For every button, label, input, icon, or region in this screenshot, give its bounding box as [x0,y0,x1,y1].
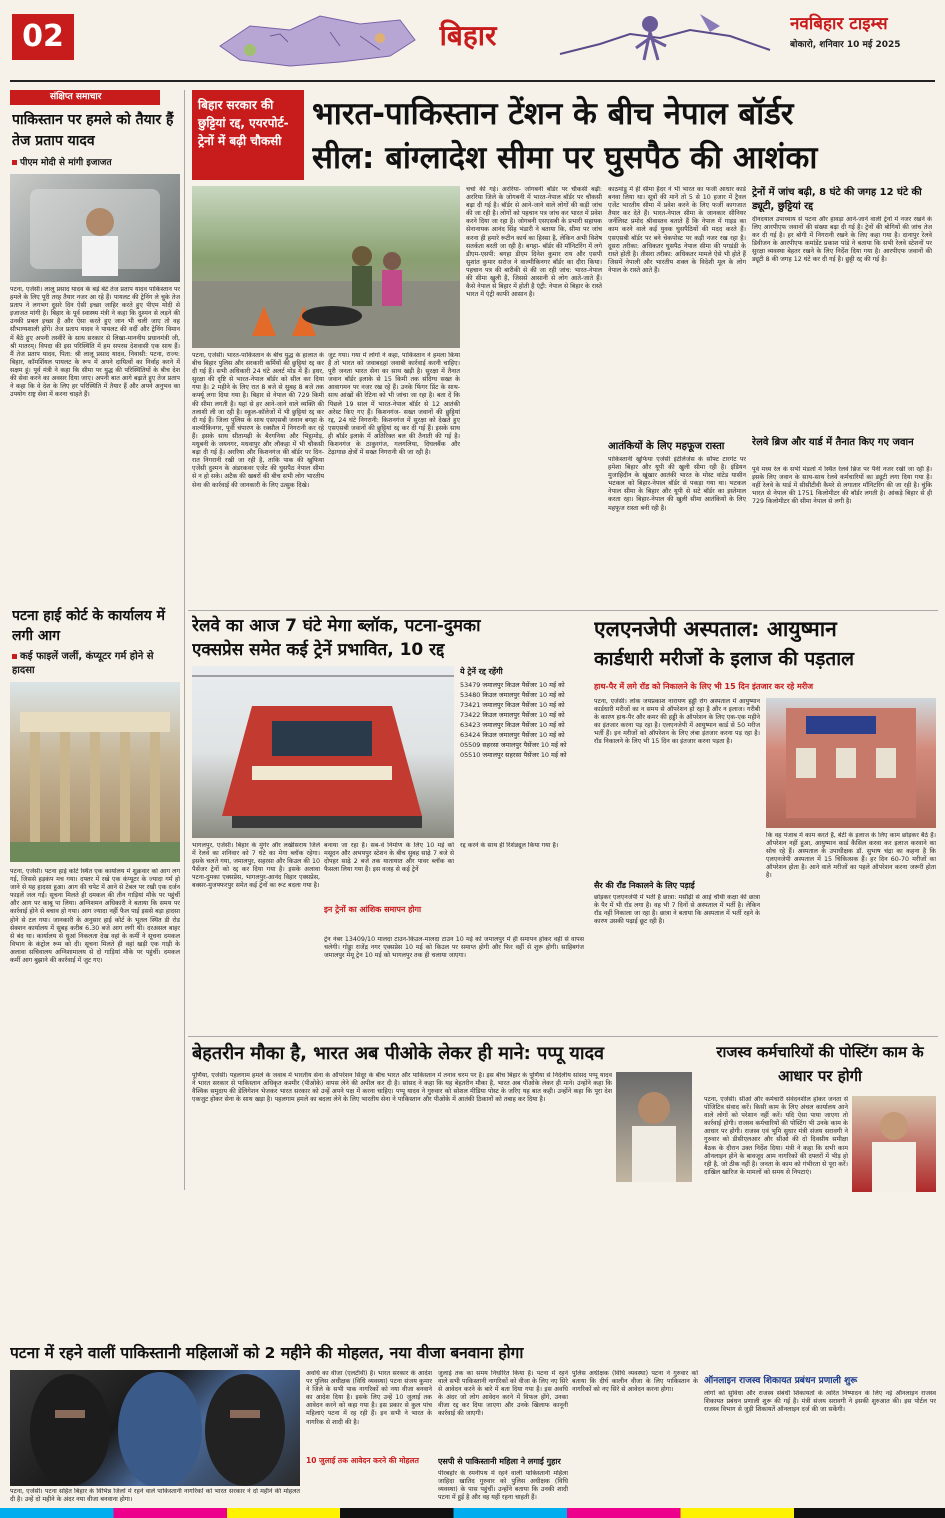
dateline: बोकारो, शनिवार 10 मई 2025 [790,40,901,50]
brief-body: पटना, एजेंसी। लालू प्रसाद यादव के बड़े बेटे तेज प्रताप यादव पाकिस्तान पर हमले के लिए पूरी तरह तैयार नजर आ रहे हैं। पायलट की ट्रेनिंग ले चुके तेज प्रताप ने लगभग दूसरे दिन ऐसी इच्छा जाहिर करते हुए पीएम मोदी से इजाजत मांगी है। बिहार के पूर्व स्वास्थ्य मंत्री ने कहा कि दुश्मन से लड़ने की उनकी प्रबल इच्छा है और ऐसा करते हुए जान भी चली जाए तो वह सौभाग्यशाली होंगे। तेज प्रताप यादव ने पायलट की वर्दी और ट्रेनिंग विमान में बैठे हुए अपनी तस्वीरें के साथ सरकार से लिखा-माननीय प्रधानमंत्री जी, श्री मातरम्। विपदा की इस परिस्थिति में हम सपरस देशवासी एक साथ हैं। मैं तेज प्रताप यादव, पिता: श्री लालू प्रसाद यादव, निवासी: पटना, राज्य: बिहार, कॉमर्शियल पायलट के रूप में अपने दायित्वों का निर्वाह करने में सक्षम हूं। पूर्व मंत्री ने कहा कि सीमा पर युद्ध की परिस्थितियों के बीच देश की सेवा करने का अवसर दिया जाए। अपनी बात आगे बढ़ाते हुए तेज प्रताप ने कहा कि वे देश के लिए हर परिस्थिति में तैयार हैं और अपने अनुभव का उपयोग राष्ट्र सेवा में करना चाहते हैं। [10,286,180,399]
mid-rule [188,1036,938,1037]
lead-box-title: आतंकियों के लिए महफूज रास्ता [608,441,725,452]
rail-list-title: ये ट्रेनें रद्द रहेंगी [460,667,503,676]
brief-subhead-text: पीएम मोदी से मांगी इजाजत [20,158,112,168]
list-item: 63423 जमालपुर किउल पैसेंजर 10 मई को [460,721,565,729]
pak-women-col2: जुलाई तक का समय निर्धारित किया है। पटना में रहने वाले सभी पाकिस्तानी नागरिकों को वीजा के लिए नए सिरे से आवेदन करने के बारे में बता दिया गया है। इस अवधि के अंदर जो लोग आवेदन करने में विफल होंगे, उनका वीजा रद्द कर दिया जाएगा और उनके खिलाफ कानूनी कार्रवाई की जाएगी। [438,1370,568,1418]
rail-headline-line1: रेलवे का आज 7 घंटे मेगा ब्लॉक, पटना-दुमका [192,616,481,636]
brief-subhead [12,156,178,170]
rail-col1: भागलपुर, एजेंसी। बिहार के मुंगेर और लखीसराय जिले में रेलवे का शनिवार को 7 घंटे का मेगा ब्लॉक रहेगा। इसके चलते गया, जमालपुर, सहरसा और किउल की 10 पैसेंजर ट्रेनों को रद्द कर दिया गया है। इसके अलावा पटना-दुमका एक्सप्रेस, भागलपुर-आनंद विहार एक्सप्रेस, बक्सर-मुजफ्फरपुर समेत कई ट्रेनों का रूट बदला गया है। [192,842,320,890]
list-item: 05510 जमालपुर सहरसा पैसेंजर 10 मई को [460,751,567,759]
lead-side-title: ट्रेनों में जांच बढ़ी, 8 घंटे की जगह 12 घंटे की ड्यूटी, छुट्टियां रद्द [752,187,922,212]
revenue-body2: लोगों को सुविधा और राजस्व संबंधी शिकायतों के त्वरित निष्पादन के लिए नई ऑनलाइन राजस्व शिकायत प्रबंधन प्रणाली शुरू की गई है। मंत्री संजय सरावगी ने इसकी शुरुआत की। इस पोर्टल पर राजस्व विभाग से जुड़ी शिकायतें ऑनलाइन दर्ज की जा सकेंगी। [704,1390,936,1414]
list-item: 05509 सहरसा जमालपुर पैसेंजर 10 मई को [460,741,567,749]
lead-side-body2: पूर्व मध्य रेल के सभी मंडलों में स्थित रेलवे ब्रिज पर पैनी नजर रखी जा रही है। इसके लिए जवान के साथ-साथ रेलवे कर्मचारियों का ड्यूटी लगा दिया गया है। वहीं रेलवे के यार्ड में सीसीटीवी कैमरे से लगातार मॉनिटरिंग की जा रही है। चुंकि भारत से नेपाल की 1751 किलोमीटर की बॉर्डर लगती है। आंकड़े बिहार से ही 729 किलोमीटर की सीमा नेपाल से लगी है। [752,466,932,506]
rail-box-title: इन ट्रेनों का आंशिक समापन होगा [324,905,422,914]
lead-headline-line1: भारत-पाकिस्तान टेंशन के बीच नेपाल बॉर्डर [312,96,794,132]
lnjp-headline-line1: एलएनजेपी अस्पताल: आयुष्मान [594,617,837,641]
section-title: बिहार [439,19,497,52]
lnjp-box-body: छोड़कर एलएनजेपी में भर्ती है छात्रा: मसौढ़ी से आई चौथी कक्षा की छात्रा के पैर में भी रॉड लगा है। वह भी 7 दिनों से अस्पताल में भर्ती है। लेकिन रॉड नहीं निकाला जा रहा है। छात्रा ने बताया कि अस्पताल में भर्ती रहने के कारण उसकी पढ़ाई छूट रही है। [594,894,760,926]
left-column-rule [184,90,185,1190]
pak-women-photo [10,1370,300,1486]
lead-col4: काठमांडू में ही सीमा हैदर ने भी भारत का फर्जी आधार कार्ड बनवा लिया था। सूत्रों की मानें तो 5 से 10 हजार में ट्रैवल एजेंट भारतीय सीमा में प्रवेश करने के लिए फर्जी कागजात तैयार कर देते हैं। भारत-नेपाल सीमा के जानकार सीनियर जर्नलिस्ट प्रमोद श्रीवास्तव बताते हैं कि नेपाल में गाइड का काम करने वाले कई युवक घुसपैठियों की मदद करते हैं। एसएसबी बॉर्डर पर बने चेकपोस्ट पर कड़ी नजर रख रहा है। दूसरा तरीका: अधिकतर घुसपैठ नेपाल सीमा की पगडंडी के रास्ते होती है। तीसरा तरीका: अधिकतर मामले ऐसे भी होते हैं जिसमें नेपाली और भारतीय शक्ल के विदेशी मूल के लोग नेपाल के रास्ते आते हैं। [608,186,746,274]
rail-headline-line2: एक्सप्रेस समेत कई ट्रेनें प्रभावित, 10 रद्द [192,640,445,660]
brief-photo [10,174,180,282]
lnjp-col1: पटना, एजेंसी। लोक जयप्रकाश नारायण हड्डी रोग अस्पताल में आयुष्मान कार्डधारी मरीजों का न समय से ऑपरेशन हो रहा है और न इलाज। गरीबी के कारण हाथ-पैर और कमर की हड्डी के ऑपरेशन के लिए एक-एक महीने का इंतजार करना पड़ रहा है। एलएनजेपी में आयुष्मान कार्ड से 50 मरीज भर्ती हैं। इन मरीजों को ऑपरेशन के लिए लंबा इंतजार करना पड़ रहा है। रॉड निकालने के लिए भी 15 दिन का इंतजार करना पड़ता है। [594,698,760,746]
hc-subhead-text: कई फाइलें जलीं, कंप्यूटर गर्म होने से हादसा [12,651,154,676]
revenue-subhead: ऑनलाइन राजस्व शिकायत प्रबंधन प्रणाली शुरू [704,1376,858,1386]
lead-section [188,88,938,608]
hc-photo [10,682,180,862]
pak-women-caption: पटना, एजेंसी। पटना सहित बिहार के विभिन्न जिलों में रहने वाले पाकिस्तानी नागरिकों को भारत सरकार ने दो महीने की मोहलत दी है। उन्हें दो महीने के अंदर नया वीजा बनवाना होगा। [10,1488,300,1504]
lnjp-col2: कि वह पंजाब में काम करते हैं, बेटी के इलाज के लिए काम छोड़कर बैठे हैं। ऑपरेशन नहीं हुआ, आयुष्मान कार्ड कैसिल करवा कर इलाज करवाने का सोच रहे हैं। अस्पताल के उपाधीक्षक डॉ. सुभाष चंद्रा का कहना है कि एलएनजेपी अस्पताल में 15 चिकित्सक हैं। हर दिन 60-70 मरीजों का ऑपरेशन होता है। आने वाले मरीजों का पहले ऑपरेशन करना जरूरी होता है। [766,832,936,880]
rail-section [188,614,584,934]
pak-women-box-body: पुलिस अधीक्षक (विधि व्यवस्था) पटना ने गुरुवार को बताया कि दीर्घ कालीन वीजा के लिए पाकिस्तान के नागरिकों को नए सिरे से आवेदन करना होगा। [572,1370,698,1394]
list-item: 73421 जमालपुर किउल पैसेंजर 10 मई को [460,701,565,709]
revenue-photo [852,1096,936,1192]
pak-women-headline: पटना में रहने वालीं पाकिस्तानी महिलाओं को 2 महीने की मोहलत, नया वीजा बनवाना होगा [10,1344,524,1362]
lnjp-subhead: हाथ-पैर में लगे रॉड को निकालने के लिए भी 15 दिन इंतजार कर रहे मरीज [594,682,814,691]
rail-photo [192,666,454,838]
pappu-headline: बेहतरीन मौका है, भारत अब पीओके लेकर ही माने: पप्पू यादव [192,1043,605,1064]
list-item: 63424 किउल जमालपुर पैसेंजर 10 मई को [460,731,565,739]
rail-box-body: ट्रेन नंबर 13409/10 मालदा टाउन-किउल-मालदा टाउन 10 मई को जमालपुर में ही समापन होकर वहीं से वापस चलेगी। गोड्डा राजेंद्र नगर एक्सप्रेस 10 मई को किउल पर समाप्त होगी और फिर वहीं से शुरू होगी। साहिबगंज जमालपुर मेमू ट्रेन 10 मई को भागलपुर तक ही चलाया जाएगा। [324,936,584,960]
lnjp-photo [766,698,936,828]
list-item: 53479 जमालपुर किउल पैसेंजर 10 मई को [460,681,565,689]
pak-women-box-title2: एसपी से पाकिस्तानी महिला ने लगाई गुहार [438,1457,561,1466]
color-registration-strip [0,1508,945,1518]
page-header [0,0,945,82]
pappu-body: पूर्णिया, एजेंसी। पहलगाम हमले के जवाब में भारतीय सेना के ऑपरेशन सिंदूर के बीच भारत और पाकिस्तान में तनाव चरम पर है। इस बीच बिहार के पूर्णिया से निर्दलीय सांसद पप्पू यादव ने भारत सरकार से पाकिस्तान अधिकृत कश्मीर (पीओके) वापस लेने की अपील कर दी है। सांसद ने कहा कि यह बेहतरीन मौका है, भारत अब पीओके लेकर ही माने। उन्होंने कहा कि वैश्विक समुदाय की डेलिगेशन भेजकर भारत सरकार को उन्हें अपने पक्ष में करना चाहिए। पप्पू यादव ने गुरुवार को सोशल मीडिया पोस्ट के जरिए यह बात कही। उन्होंने कहा कि पूरा देश एकजुट होकर सेना के साथ खड़ा है। पहलगाम हमले का बदला लेने के लिए भारतीय सेना ने पाकिस्तान और पीओके में आतंकी ठिकानों को तबाह कर दिया है। [192,1072,612,1104]
lead-box-body: पाकिस्तानी खुफिया एजेंसी इंटेलिजेंस के सॉफ्ट टारगेट पर हमेशा बिहार और यूपी की खुली सीमा रही है। इंडियन मुजाहिदीन के खूंखार आतंकी भारत के मोस्ट वांटेड यासीन भटकल को बिहार-नेपाल बॉर्डर से पकड़ा गया था। भटकल नेपाल सीमा के बिहार और यूपी से सटे बॉर्डर का इस्तेमाल करता रहा। बिहार-नेपाल की खुली सीमा आतंकियों के लिए महफूज रास्ता बनी रही है। [608,456,746,512]
revenue-headline: राजस्व कर्मचारियों की पोस्टिंग काम के आधार पर होगी [716,1043,924,1085]
revenue-body-cont [704,1230,936,1232]
list-item: 53480 किउल जमालपुर पैसेंजर 10 मई को [460,691,565,699]
pak-women-box-body2: पीरबहोर के रमनीपथ में रहने वाली पाकिस्तानी महिला जाहिदा खातिद गुरुवार को पुलिस अधीक्षक (विधि व्यवस्था) के पास पहुंचीं। उन्होंने बताया कि उनकी शादी पटना में हुई है और वह यहीं रहना चाहती हैं। [438,1470,568,1502]
hc-body: पटना, एजेंसी। पटना हाई कोर्ट स्थित एक कार्यालय में शुक्रवार को आग लग गई, जिससे हड़कंप मच गया। दफ्तर में रखे एक कंप्यूटर के ज्यादा गर्म हो जाने से यह हादसा हुआ। आग की चपेट में आने से टेबल पर रखी एक दर्जन फाइलें जल गईं। सूचना मिलते ही दमकल की तीन गाड़ियां मौके पर पहुंचीं और आग पर काबू पा लिया। अग्निशमन अधिकारी ने बताया कि समय पर कार्रवाई होने से बचाव हो गया। आग ज्यादा नहीं फैल पाई इससे बड़ा हादसा होने से टल गया। जानकारी के अनुसार हाई कोर्ट के भूतल स्थित डी रोड सेक्शन कार्यालय में सुबह करीब 6.30 बजे आग लगी थी। दरअसल बाहर से बंद था। कार्यालय से धुआं निकलता देख वहां के कर्मी ने सूचना दमकल विभाग के कंट्रोल रूम को दी। सूचना मिलते ही वहां खड़ी एक गाड़ी के अलावा सचिवालय अग्निशामालय से दो गाड़ियां मौके पर पहुंचीं। दमकल कर्मी आग बुझाने की कार्रवाई में जुट गए। [10,868,180,965]
brief-label: संक्षिप्त समाचार [10,90,160,105]
brand-name: नवबिहार टाइम्स [790,14,888,34]
rail-col3: रद्द करने के साथ ही रिशेड्यूल किया गया है। [460,842,559,849]
brief-headline: पाकिस्तान पर हमले को तैयार हैं तेज प्रताप यादव [12,112,174,149]
revenue-body: पटना, एजेंसी। सीओ और कर्मचारी संवेदनशील होकर जनता से पोजिटिव संवाद करें। किसी काम के लिए अंचल कार्यालय आने वाले लोगों को परेशान नहीं करें। यदि ऐसा पाया जाएगा तो कार्रवाई होगी। राजस्व कर्मचारियों की पोस्टिंग भी उनके काम के आधार पर होगी। राजस्व एवं भूमि सुधार मंत्री संजय सरावगी ने गुरुवार को डीसीएलआर और सीओ की दो दिवसीय समीक्षा बैठक के दौरान उक्त निर्देश दिया। मंत्री ने कहा कि सभी काम ऑनलाइन होने के बावजूद आम नागरिकों की दफ्तरों में भीड़ हो रही है, जो ठीक नहीं है। जनता के काम को गंभीरता से पूरा करें। दाखिल खारिज के मामलों को समय से निपटाएं। [704,1096,848,1176]
hc-section [10,606,180,1191]
pappu-photo [616,1072,692,1182]
lead-kicker: बिहार सरकार की छुट्टियां रद्द, एयरपोर्ट-ट्रेनों में बढ़ी चौकसी [192,90,304,180]
header-rule [10,80,935,82]
pak-women-box-title: 10 जुलाई तक आवेदन करने की मोहलत [306,1456,419,1465]
lead-col2: जुट गया। गया में लोगों ने कहा, पाकिस्तान ने हमला किया है तो भारत को जवाबदहां जवाबी कार्रवाई करनी चाहिए। पूरी जनता भारत सेना का साथ खड़ी है। सुरक्षा में तैनात जवान बॉर्डर इलाके से 15 किमी तक संदिग्ध सख्त के आवागमन पर नजर रख रहे हैं। उनके फिंगर प्रिंट के साथ-साथ आंखों की रेटिना को भी जांचा जा रहा है। बता दें कि पिछले 19 साल में भारत-नेपाल बॉर्डर से 12 आतंकी अरेस्ट किए गए हैं। किशनगंज- सख्त जवानों की छुट्टियां रद्द, 24 घंटे निगरानी: किशनगंज में सुरक्षा को देखते हुए एसएसबी जवानों की छुट्टियां रद्द कर दी गई हैं। इसके साथ ही बॉर्डर इलाके में अतिरिक्त बल की तैनाती की गई है। किशनगंज के ठाकुरगंज, गलगलिया, दिघलबैंक और टेढ़ागाछ क्षेत्रों में सख्त निगरानी की जा रही है। [328,352,460,457]
lnjp-box-title: सैर की राँड निकालने के लिए पड़ाई [594,881,695,890]
lnjp-headline-line2: कार्डधारी मरीजों के इलाज की पड़ताल [594,648,855,670]
lead-headline-line2: सील: बांग्लादेश सीमा पर घुसपैठ की आशंका [312,140,818,176]
lead-side-title2: रेलवे ब्रिज और यार्ड में तैनात किए गए जवान [752,437,914,448]
lead-photo [192,186,460,348]
brief-section [10,90,180,600]
lead-side-body: दीनदयाल उपाध्याय से पटना और हावड़ा आने-जाने वाली ट्रेनों में नजर रखने के लिए आरपीएफ जवानों की संख्या बढ़ा दी गई है। ट्रेनों की बोगियों की जांच तेज कर दी गई है। हर बोगी में निगरानी रखने के लिए कहा गया है। दानापुर रेलवे डिवीजन के आरपीएफ कमांडेंट प्रकाश पांडे ने बताया कि सभी रेलवे स्टेशनों पर सुरक्षा व्यवस्था बेहतर रखने के लिए निर्देश दिया गया है। आरपीएफ जवानों की ड्यूटी 8 की जगह 12 घंटे कर दी गई है। छुट्टी रद्द की गई है। [752,216,932,264]
lead-bottom-rule [188,610,938,611]
lead-col3: चर्चा की गई। अररिया- जोगबनी बॉर्डर पर चौकसी बढ़ी: अररिया जिले के जोगबनी में भारत-नेपाल बॉर्डर पर चौकसी बढ़ा दी गई है। बॉर्डर से आने-जाने वाले लोगों की कड़ी जांच की जा रही है। लोगों को पहचान पत्र जांच कर भारत में प्रवेश करने दिया जा रहा है। जोगबनी एसएसबी के प्रभारी सहायक सेनानायक आनंद सिंह भंडारी ने बताया कि, सीमा पर जांच करना ही हमारे रूटीन कार्य का हिस्सा है, लेकिन अभी विशेष सतर्कता बरती जा रही है। बगहा- बॉर्डर की मॉनिटरिंग में लगे डीएम-एसपी: बगहा डीएम दिनेश कुमार राय और एसपी सुशांत कुमार सरोज ने वाल्मीकिनगर बॉर्डर का दौरा किया। पहचान पत्र की बारीकी से की जा रही जांच: भारत-नेपाल की सीमा खुली है, जिससे आसानी से लोग आते-जाते हैं। कैसे नेपाल से बिहार में होती है एंट्री: नेपाल से बिहार के रास्ते भारत में एंट्री काफी आसान है। [466,186,602,299]
hc-headline: पटना हाई कोर्ट के कार्यालय में लगी आग [12,608,166,644]
hc-subhead [12,650,178,678]
rail-col2: बनाया जा रहा है। सब-वे निर्माण के लिए 10 मई को मसूदन और अभयपुर स्टेशन के बीच सुबह साढ़े 7 बजे से दोपहर साढ़े 2 बजे तक यातायात और पावर ब्लॉक का फैसला लिया गया है। इस वजह से कई ट्रेनें [324,842,454,874]
revenue-section [702,1040,938,1480]
pak-women-section [10,1190,700,1510]
rail-cancelled-list [460,680,580,840]
lnjp-section [590,614,938,1034]
page-number-badge: 02 [12,14,74,60]
list-item: 73422 किउल जमालपुर पैसेंजर 10 मई को [460,711,565,719]
pak-women-col1: अवधि का वीजा (एलटीवी) है। भारत सरकार के आदेश पर पुलिस अधीक्षक (विधि व्यवस्था) पटना संजय कुमार ने जिले के सभी पाक नागरिकों को नया वीजा बनवाने का आदेश दिया है। इसके लिए उन्हें 10 जुलाई तक आवेदन करने को कहा गया है। इस प्रकार से कुल पांच महिलाएं पटना में रह रही हैं। इन सभी ने भारत के नागरिक से शादी की है। [306,1370,432,1426]
header-map-graphic [210,6,420,72]
lead-col1: पटना, एजेंसी। भारत-पाकिस्तान के बीच युद्ध के हालात के बीच बिहार पुलिस और सरकारी कर्मियों की छुट्टियां रद्द कर दी गई हैं। सभी अधिकारी 24 घंटे अलर्ट मोड में हैं। इधर, सुरक्षा की दृष्टि से भारत-नेपाल बॉर्डर को सील कर दिया गया है। 2 महीने के लिए रात 8 बजे से सुबह 8 बजे तक कर्फ्यू लगा दिया गया है। बिहार से नेपाल की 729 किमी की सीमा लगती है। यहां से हर आने-जाने वाले व्यक्ति की तलाशी ली जा रही है। स्कूल-कॉलेजों में भी छुट्टियां रद्द कर दी गई हैं। जिला पुलिस के साथ एसएसबी जवान बगहा के वाल्मीकिनगर, पूर्वी चंपारण के रक्सौल में निगरानी कर रहे हैं। इसके साथ सीतामढ़ी के बैरगनिया और भिट्ठामोड़, मधुबनी के जयनगर, मधवापुर और लौकहा में भी चौकसी बढ़ा दी गई है। अररिया और किशनगंज की बॉर्डर पर दिन-रात निगरानी रखी जा रही है, ताकि पाक की खुफिया एजेंसी दुश्मन के अंडरकवर एजेंट की घुसपैठ नेपाल सीमा से न हो सके। अटैक की खबरों की बीच सभी लोग भारतीय सेना की कार्रवाई की जानकारी के लिए उत्सुक दिखे। [192,352,324,489]
header-figure-graphic [540,4,780,74]
